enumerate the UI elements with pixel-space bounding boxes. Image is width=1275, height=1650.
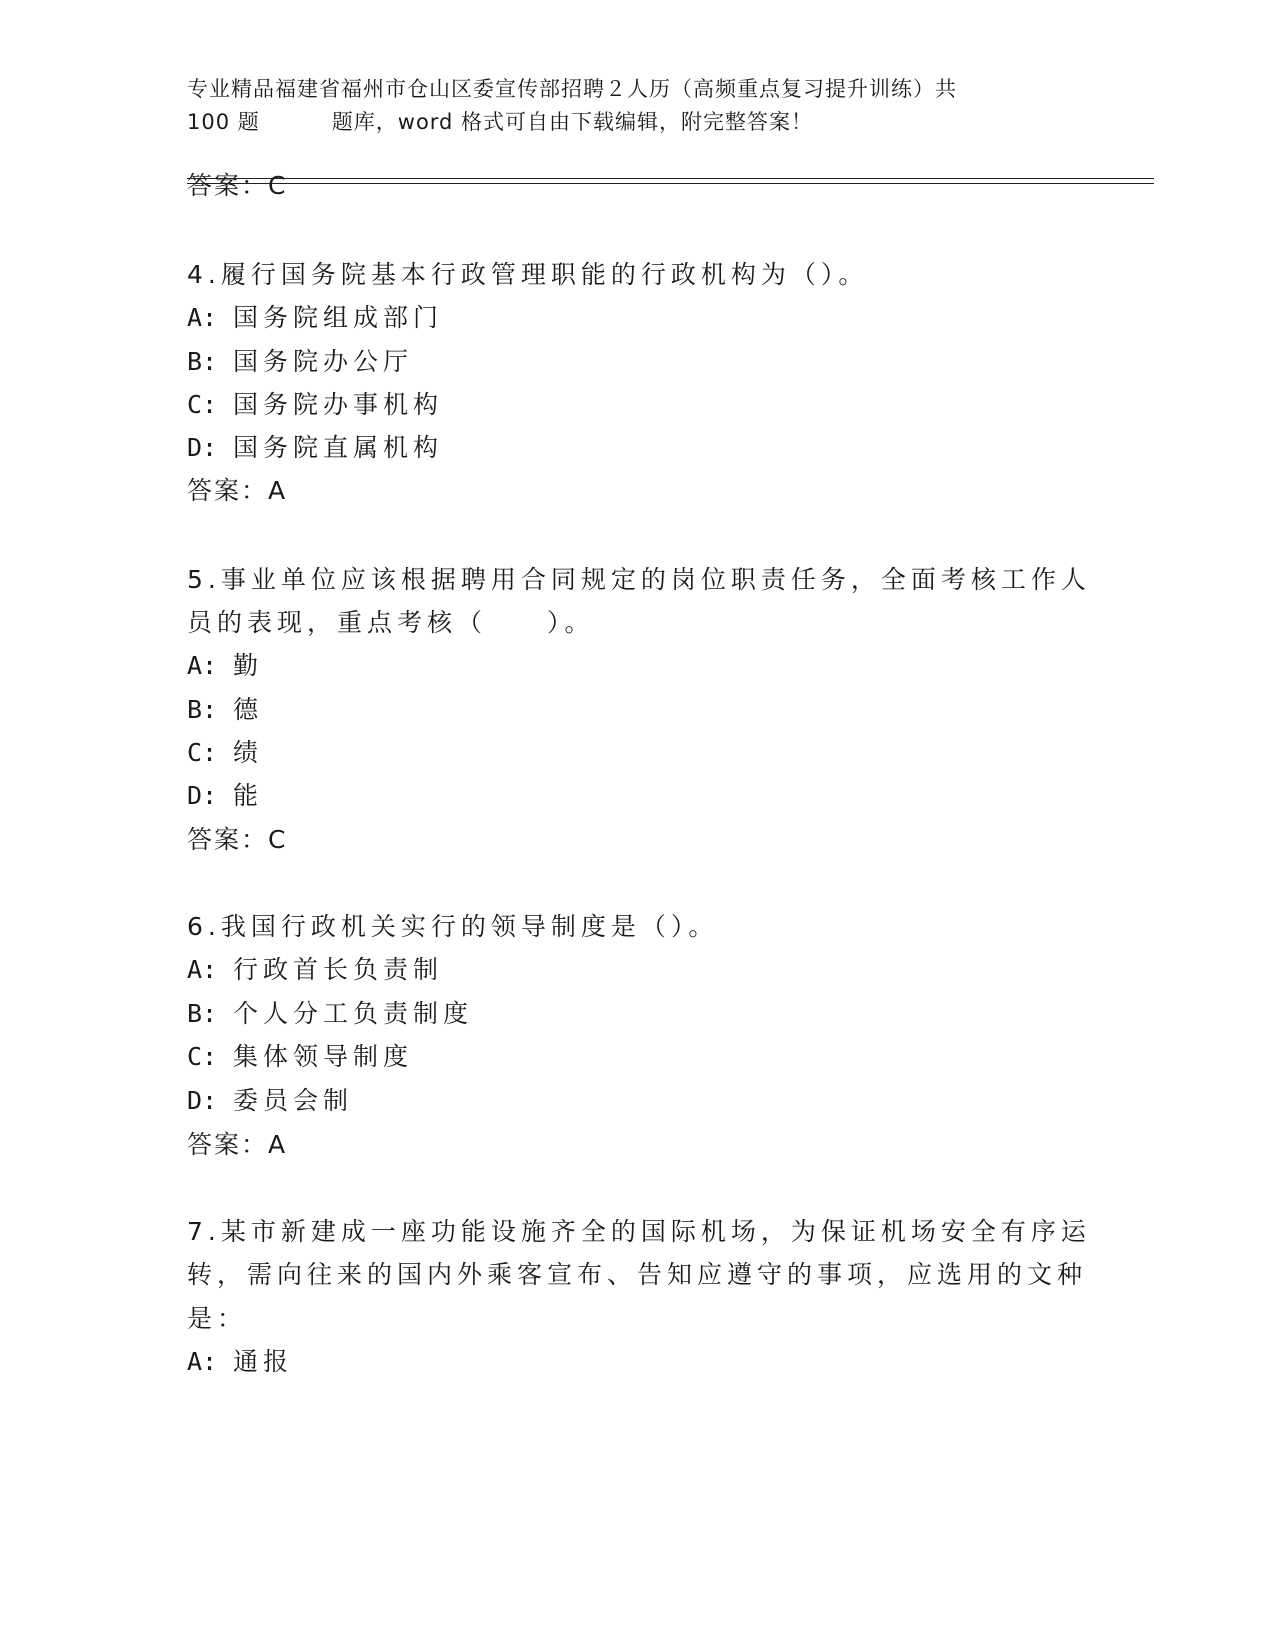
option-text: 绩 <box>233 738 264 767</box>
option-text: 国务院办公厅 <box>233 347 414 376</box>
answer-option <box>187 955 443 985</box>
question-text: 7.某市新建成一座功能设施齐全的国际机场，为保证机场安全有序运 <box>187 1217 1091 1246</box>
header-description: 题库，word 格式可自由下载编辑，附完整答案！ <box>331 110 814 134</box>
answer-option <box>187 999 473 1029</box>
option-text: 勤 <box>233 651 264 680</box>
option-letter: C: <box>187 390 218 419</box>
option-letter: A: <box>187 1347 218 1376</box>
question-text: 转，需向往来的国内外乘客宣布、告知应遵守的事项，应选用的文种 <box>187 1260 1088 1289</box>
option-letter: C: <box>187 738 218 767</box>
answer-option <box>187 651 263 681</box>
option-text: 委员会制 <box>233 1086 354 1115</box>
option-text: 德 <box>233 695 264 724</box>
answer-option <box>187 738 263 768</box>
answer-key: 答案：C <box>187 171 288 200</box>
question-text: 5.事业单位应该根据聘用合同规定的岗位职责任务，全面考核工作人 <box>187 565 1091 594</box>
answer-key: 答案：C <box>187 825 288 854</box>
question-text: 4.履行国务院基本行政管理职能的行政机构为（）。 <box>187 260 869 289</box>
option-text: 个人分工负责制度 <box>233 999 474 1028</box>
header-divider-top <box>187 178 1154 179</box>
document-header <box>187 73 1067 139</box>
answer-option <box>187 303 443 333</box>
option-text: 行政首长负责制 <box>233 955 444 984</box>
option-letter: A: <box>187 955 218 984</box>
answer-option <box>187 1347 293 1377</box>
option-letter: B: <box>187 999 218 1028</box>
option-text: 国务院直属机构 <box>233 433 444 462</box>
option-text: 国务院组成部门 <box>233 303 444 332</box>
answer-option <box>187 781 263 811</box>
option-letter: D: <box>187 781 218 810</box>
header-divider-bottom <box>187 183 1154 184</box>
header-question-count: 100 题 <box>187 110 260 134</box>
option-text: 集体领导制度 <box>233 1042 414 1071</box>
option-letter: C: <box>187 1042 218 1071</box>
answer-option <box>187 695 263 725</box>
option-letter: A: <box>187 651 218 680</box>
option-text: 能 <box>233 781 264 810</box>
question-text: 员的表现，重点考核（ ）。 <box>187 608 595 637</box>
answer-option <box>187 390 443 420</box>
option-letter: B: <box>187 347 218 376</box>
answer-option <box>187 1086 353 1116</box>
option-letter: D: <box>187 1086 218 1115</box>
option-text: 通报 <box>233 1347 294 1376</box>
answer-key: 答案：A <box>187 1130 288 1159</box>
option-text: 国务院办事机构 <box>233 390 444 419</box>
header-title-line-2 <box>187 106 1067 139</box>
option-letter: D: <box>187 433 218 462</box>
answer-option <box>187 1042 413 1072</box>
answer-option <box>187 433 443 463</box>
option-letter: B: <box>187 695 218 724</box>
question-text: 6.我国行政机关实行的领导制度是（）。 <box>187 912 719 941</box>
header-title-line-1: 专业精品福建省福州市仓山区委宣传部招聘２人历（高频重点复习提升训练）共 <box>187 77 957 101</box>
answer-key: 答案：A <box>187 476 288 505</box>
question-text: 是： <box>187 1304 248 1333</box>
option-letter: A: <box>187 303 218 332</box>
answer-option <box>187 347 413 377</box>
